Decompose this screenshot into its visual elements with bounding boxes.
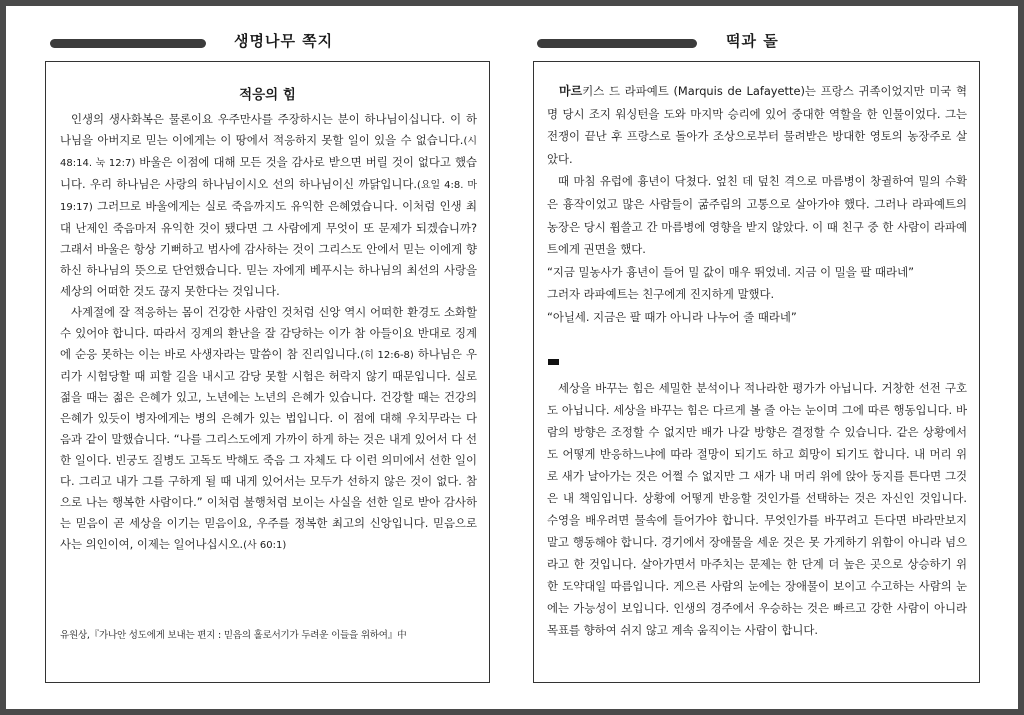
right-quote-1: “지금 밀농사가 흉년이 들어 밀 값이 매우 뛰었네. 지금 이 밀을 팔 때라네” [547,264,914,279]
left-article-body [46,109,489,556]
left-paragraph-2 [60,302,477,556]
left-source-citation: 유원상,『가나안 성도에게 보내는 편지 : 믿음의 홀로서기가 두려운 이들을 위하여』中 [60,630,407,641]
text-span: 바울은 이점에 대해 모든 것을 감사로 받으면 버릴 것이 없다고 했습니다. 우리 하나님은 사랑의 하나님이시오 선의 하나님이신 까닭입니다. [60,155,477,191]
scripture-ref: (요일 4:8. 마 19:17) [60,180,478,213]
right-header [537,30,837,58]
text-span: 사계절에 잘 적응하는 몸이 건강한 사람인 것처럼 신앙 역시 어떠한 환경도 소화할 수 있어야 합니다. 따라서 징계의 환난을 잘 감당하는 이가 참 아들이요 반대로 징계에 순응 못하는 이는 바로 사생자라는 말씀이 참 진리입니다. [60,305,477,361]
scripture-ref: (시 48:14. 눅 12:7) [60,136,477,169]
left-paragraph-1 [60,109,477,302]
right-line-2: 그러자 라파예트는 친구에게 진지하게 말했다. [547,287,775,302]
text-span: 키스 드 라파예트 (Marquis de Lafayette)는 프랑스 귀족이었지만 미국 혁명 당시 조지 워싱턴을 도와 마지막 승리에 있어 중대한 역할을 한 인물이었다. 그는 전쟁이 끝난 후 프랑스로 돌아가 조상으로부터 물려받은 방대한 영토의 농장주로 살았다. [547,84,967,166]
lead-word: 마르 [559,84,583,98]
page [6,6,1018,709]
right-header-bar [537,39,697,48]
right-paragraph-1 [547,80,967,170]
right-article-box [533,61,980,683]
section-marker [548,359,559,365]
left-header-bar [50,39,206,48]
right-quote-2: “아닐세. 지금은 팔 때가 아니라 나누어 줄 때라네” [547,309,797,324]
left-article-box [45,61,490,683]
text-span: 하나님은 우리가 시험당할 때 피할 길을 내시고 감당 못할 시험은 허락지 않기 때문입니다. 실로 젊을 때는 젊은 은혜가 있고, 노년에는 노년의 은혜가 있습니다. 건강할 때는 건강의 은혜가 있듯이 병자에게는 병의 은혜가 있는 법입니다. 이 점에 대해 우치무라는 다음과 같이 말했습니다. “나를 그리스도에게 가까이 하게 하는 것은 내게 있어서 다 선한 일이다. 빈궁도 질병도 고독도 박해도 죽음 그 자체도 다 이런 의미에서 선한 일이다. 그리고 내가 그를 구하게 될 때 내게 있어서는 모두가 선하지 않은 것이 없다. 참으로 나는 행복한 사람이다.” 이처럼 불행처럼 보이는 사실을 선한 일로 받아 감사하는 믿음이 곧 세상을 이기는 믿음이요, 우주를 정복한 최고의 신앙입니다. 믿음으로 사는 의인이여, 이제는 일어나십시오. [60,347,477,551]
scripture-ref: (사 60:1) [243,540,287,551]
text-span: 그러므로 바울에게는 실로 죽음까지도 유익한 은혜였습니다. 이처럼 인생 최대 난제인 죽음마저 유익한 것이 됐다면 그 사람에게 무엇이 또 문제가 되겠습니까? 그래서 바울은 항상 기뻐하고 범사에 감사하는 것이 그리스도 안에서 믿는 이에게 향하신 하나님의 뜻으로 단언했습니다. 믿는 자에게 베푸시는 하나님의 최선의 사랑을 세상의 어떠한 것도 끊지 못한다는 것입니다. [60,199,477,298]
right-header-title: 떡과 돌 [726,32,779,50]
left-header-title: 생명나무 쪽지 [234,32,334,50]
scripture-ref: (히 12:6-8) [360,350,414,361]
left-header [50,30,350,58]
right-paragraph-2: 때 마침 유럽에 흉년이 닥쳤다. 엎친 데 덮친 격으로 마름병이 창궐하여 밀의 수확은 흉작이었고 많은 사람들이 굶주림의 고통으로 살아가야 했다. 그러나 라파예트의 농장은 당시 휩쓸고 간 마름병에 영향을 받지 않았다. 이 때 친구 중 한 사람이 라파예트에게 권면을 했다. [547,174,967,257]
left-article-title: 적응의 힘 [239,87,296,103]
right-paragraph-3: 세상을 바꾸는 힘은 세밀한 분석이나 적나라한 평가가 아닙니다. 거창한 선전 구호도 아닙니다. 세상을 바꾸는 힘은 다르게 볼 줄 아는 눈이며 그에 따른 행동입니다. 바람의 방향은 조정할 수 없지만 배가 나갈 방향은 결정할 수 있습니다. 같은 상황에서도 어떻게 반응하느냐에 따라 절망이 되기도 하고 희망이 되기도 합니다. 내 머리 위로 새가 날아가는 것은 어쩔 수 없지만 그 새가 내 머리 위에 앉아 둥지를 튼다면 그것은 내 책임입니다. 상황에 어떻게 반응할 것인가를 선택하는 것은 자신인 것입니다. 수영을 배우려면 물속에 들어가야 합니다. 무엇인가를 바꾸려고 든다면 바라만보지 말고 행동해야 합니다. 경기에서 장애물을 세운 것은 못 가게하기 위함이 아니라 넘으라고 한 것입니다. 살아가면서 마주치는 문제는 한 단계 더 높은 곳으로 상승하기 위한 도약대일 따름입니다. 게으른 사람의 눈에는 장애물이 보이고 수고하는 사람의 눈에는 가능성이 보입니다. 인생의 경주에서 우승하는 것은 빠르고 강한 사람이 아니라 목표를 향하여 쉬지 않고 계속 움직이는 사람이 합니다. [547,380,967,637]
right-article-body [534,62,979,641]
text-span: 인생의 생사화복은 물론이요 우주만사를 주장하시는 분이 하나님이십니다. 이 하나님을 아버지로 믿는 이에게는 이 땅에서 적응하지 못할 일이 있을 수 없습니다. [60,112,477,147]
